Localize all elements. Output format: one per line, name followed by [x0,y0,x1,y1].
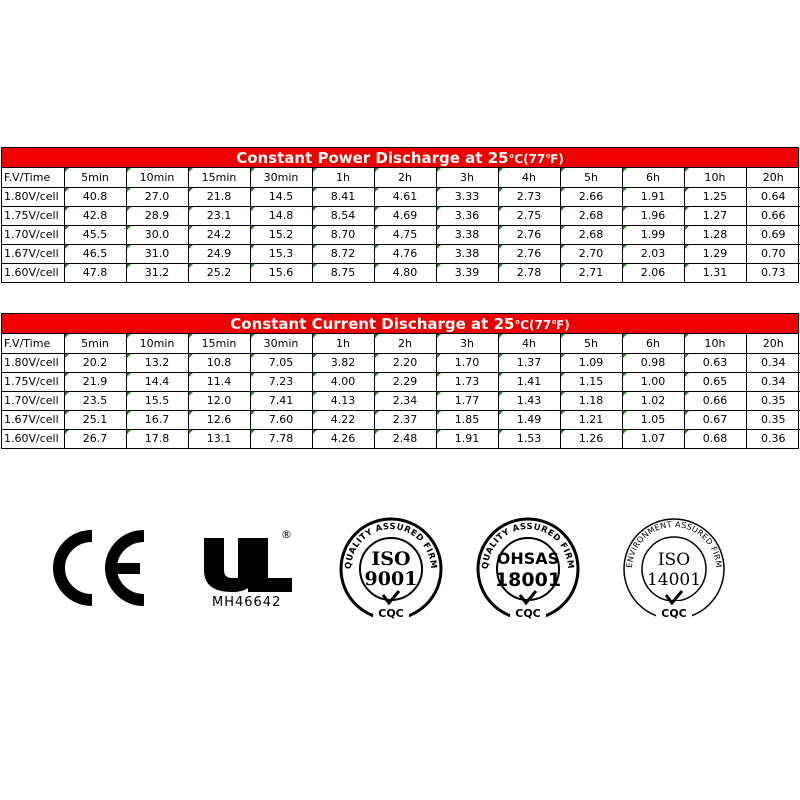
value-cell: 15min [188,334,250,353]
value-cell: 1.96 [622,206,684,225]
value-cell: 5min [64,168,126,187]
value-cell: 10.8 [188,353,250,372]
value-cell: 3.39 [436,263,498,282]
value-cell: 6h [622,334,684,353]
value-cell: 1.41 [498,372,560,391]
value-cell: 8.70 [312,225,374,244]
value-cell: 1.99 [622,225,684,244]
data-grid [2,334,800,448]
value-cell: 15.5 [126,391,188,410]
value-cell: 4.00 [312,372,374,391]
header-row [2,168,800,187]
row-label-cell: 1.75V/cell [2,206,64,225]
value-cell: 4.13 [312,391,374,410]
value-cell: 2.78 [498,263,560,282]
value-cell: 7.05 [250,353,312,372]
value-cell: 1.26 [560,429,622,448]
constant-current-table [1,313,799,449]
value-cell: 14.5 [250,187,312,206]
value-cell: 1.05 [622,410,684,429]
iso9001-seal [337,515,445,623]
value-cell: 8.72 [312,244,374,263]
value-cell: 1.02 [622,391,684,410]
data-grid [2,168,800,282]
ring-text: QUALITY ASSURED FIRM [480,521,576,570]
value-cell: 4.61 [374,187,436,206]
value-cell: 0.36 [746,429,800,448]
value-cell: 1.53 [498,429,560,448]
value-cell: 0.35 [746,410,800,429]
value-cell: 0.67 [684,410,746,429]
value-cell: 2.66 [560,187,622,206]
value-cell: 20.2 [64,353,126,372]
value-cell: 5h [560,168,622,187]
value-cell: 6h [622,168,684,187]
value-cell: 10h [684,168,746,187]
value-cell: 2.20 [374,353,436,372]
value-cell: 24.2 [188,225,250,244]
value-cell: 0.34 [746,372,800,391]
value-cell: 2h [374,334,436,353]
table-row [2,225,800,244]
seal-line2: 18001 [494,569,562,591]
value-cell: 0.73 [746,263,800,282]
value-cell: 4h [498,168,560,187]
value-cell: 31.0 [126,244,188,263]
value-cell: 1.29 [684,244,746,263]
value-cell: 4.80 [374,263,436,282]
seal-line2: 14001 [646,570,702,590]
value-cell: 1.00 [622,372,684,391]
ul-file-number: MH46642 [212,595,282,610]
value-cell: 0.68 [684,429,746,448]
value-cell: 30.0 [126,225,188,244]
value-cell: 11.4 [188,372,250,391]
value-cell: 2.29 [374,372,436,391]
value-cell: 2.71 [560,263,622,282]
row-label-cell: 1.75V/cell [2,372,64,391]
value-cell: 31.2 [126,263,188,282]
value-cell: 1.85 [436,410,498,429]
table-row [2,372,800,391]
row-label-cell: 1.70V/cell [2,225,64,244]
row-label-cell: 1.60V/cell [2,263,64,282]
row-label-cell: 1.67V/cell [2,244,64,263]
row-label-cell: 1.80V/cell [2,353,64,372]
value-cell: 2.68 [560,225,622,244]
value-cell: 46.5 [64,244,126,263]
value-cell: 1.25 [684,187,746,206]
value-cell: 2.48 [374,429,436,448]
value-cell: 0.65 [684,372,746,391]
spacer-row [1,292,799,312]
row-label-cell: 1.60V/cell [2,429,64,448]
seal-line1: ISO [657,550,691,570]
value-cell: 30min [250,168,312,187]
value-cell: 0.70 [746,244,800,263]
value-cell: 42.8 [64,206,126,225]
value-cell: 8.41 [312,187,374,206]
value-cell: 3.33 [436,187,498,206]
value-cell: 10min [126,334,188,353]
value-cell: 2.76 [498,244,560,263]
value-cell: 0.66 [746,206,800,225]
value-cell: 5h [560,334,622,353]
ul-logo [198,530,298,594]
value-cell: 1.21 [560,410,622,429]
value-cell: 20h [746,168,800,187]
table-row [2,410,800,429]
row-label-cell: 1.70V/cell [2,391,64,410]
value-cell: 23.5 [64,391,126,410]
value-cell: 0.98 [622,353,684,372]
value-cell: 40.8 [64,187,126,206]
value-cell: 1h [312,334,374,353]
value-cell: 28.9 [126,206,188,225]
value-cell: 12.6 [188,410,250,429]
seal-footer: CQC [378,607,404,620]
value-cell: 8.54 [312,206,374,225]
value-cell: 12.0 [188,391,250,410]
value-cell: 7.60 [250,410,312,429]
value-cell: 0.69 [746,225,800,244]
value-cell: 21.9 [64,372,126,391]
value-cell: 20h [746,334,800,353]
row-label-cell: 1.67V/cell [2,410,64,429]
value-cell: 4.76 [374,244,436,263]
value-cell: 1.73 [436,372,498,391]
value-cell: 15.6 [250,263,312,282]
seal-line2: 9001 [364,568,418,590]
row-label-cell: F.V/Time [2,168,64,187]
value-cell: 3.36 [436,206,498,225]
value-cell: 8.75 [312,263,374,282]
value-cell: 1.70 [436,353,498,372]
value-cell: 10h [684,334,746,353]
value-cell: 1.91 [622,187,684,206]
value-cell: 7.23 [250,372,312,391]
seal-footer: CQC [661,607,687,620]
value-cell: 23.1 [188,206,250,225]
row-label-cell: 1.80V/cell [2,187,64,206]
seal-line1: OHSAS [496,549,560,568]
constant-power-table [1,147,799,283]
value-cell: 1.27 [684,206,746,225]
ring-text: ENVIRONMENT ASSURED FIRM [624,519,724,569]
title-unit: ℃(77℉) [508,152,564,166]
value-cell: 0.34 [746,353,800,372]
seal-footer: CQC [515,607,541,620]
value-cell: 2.75 [498,206,560,225]
header-row [2,334,800,353]
value-cell: 10min [126,168,188,187]
value-cell: 13.2 [126,353,188,372]
value-cell: 47.8 [64,263,126,282]
value-cell: 27.0 [126,187,188,206]
value-cell: 30min [250,334,312,353]
value-cell: 3.38 [436,244,498,263]
value-cell: 45.5 [64,225,126,244]
value-cell: 4.22 [312,410,374,429]
table-row [2,391,800,410]
iso14001-seal [620,515,728,623]
title-text: Constant Current Discharge at 25 [230,315,515,333]
title-unit: ℃(77℉) [514,318,570,332]
value-cell: 1.28 [684,225,746,244]
value-cell: 26.7 [64,429,126,448]
value-cell: 15.3 [250,244,312,263]
value-cell: 1.43 [498,391,560,410]
value-cell: 3.82 [312,353,374,372]
ce-logo [52,528,152,608]
value-cell: 0.63 [684,353,746,372]
table-row [2,244,800,263]
value-cell: 2.03 [622,244,684,263]
value-cell: 25.2 [188,263,250,282]
value-cell: 14.8 [250,206,312,225]
value-cell: 2.68 [560,206,622,225]
ohsas18001-seal [474,515,582,623]
value-cell: 14.4 [126,372,188,391]
value-cell: 13.1 [188,429,250,448]
table-row [2,187,800,206]
value-cell: 1.09 [560,353,622,372]
value-cell: 7.78 [250,429,312,448]
value-cell: 1.49 [498,410,560,429]
value-cell: 4h [498,334,560,353]
value-cell: 3h [436,334,498,353]
table-title [2,314,798,334]
value-cell: 15.2 [250,225,312,244]
value-cell: 1.91 [436,429,498,448]
value-cell: 3.38 [436,225,498,244]
value-cell: 1.77 [436,391,498,410]
title-text: Constant Power Discharge at 25 [236,149,509,167]
value-cell: 4.75 [374,225,436,244]
table-row [2,206,800,225]
value-cell: 0.66 [684,391,746,410]
value-cell: 2.34 [374,391,436,410]
table-title [2,148,798,168]
value-cell: 2.73 [498,187,560,206]
value-cell: 0.64 [746,187,800,206]
value-cell: 2.06 [622,263,684,282]
value-cell: 1.37 [498,353,560,372]
value-cell: 16.7 [126,410,188,429]
value-cell: 1h [312,168,374,187]
value-cell: 2.76 [498,225,560,244]
value-cell: 1.18 [560,391,622,410]
registered-mark: ® [281,528,292,541]
table-row [2,429,800,448]
value-cell: 25.1 [64,410,126,429]
table-row [2,263,800,282]
value-cell: 1.07 [622,429,684,448]
value-cell: 0.35 [746,391,800,410]
value-cell: 3h [436,168,498,187]
value-cell: 5min [64,334,126,353]
value-cell: 1.31 [684,263,746,282]
seal-line1: ISO [371,548,411,570]
table-row [2,353,800,372]
value-cell: 7.41 [250,391,312,410]
value-cell: 2.70 [560,244,622,263]
value-cell: 21.8 [188,187,250,206]
value-cell: 2h [374,168,436,187]
ring-text: QUALITY ASSURED FIRM [343,521,439,570]
value-cell: 15min [188,168,250,187]
value-cell: 17.8 [126,429,188,448]
value-cell: 4.26 [312,429,374,448]
value-cell: 4.69 [374,206,436,225]
value-cell: 1.15 [560,372,622,391]
value-cell: 24.9 [188,244,250,263]
value-cell: 2.37 [374,410,436,429]
row-label-cell: F.V/Time [2,334,64,353]
